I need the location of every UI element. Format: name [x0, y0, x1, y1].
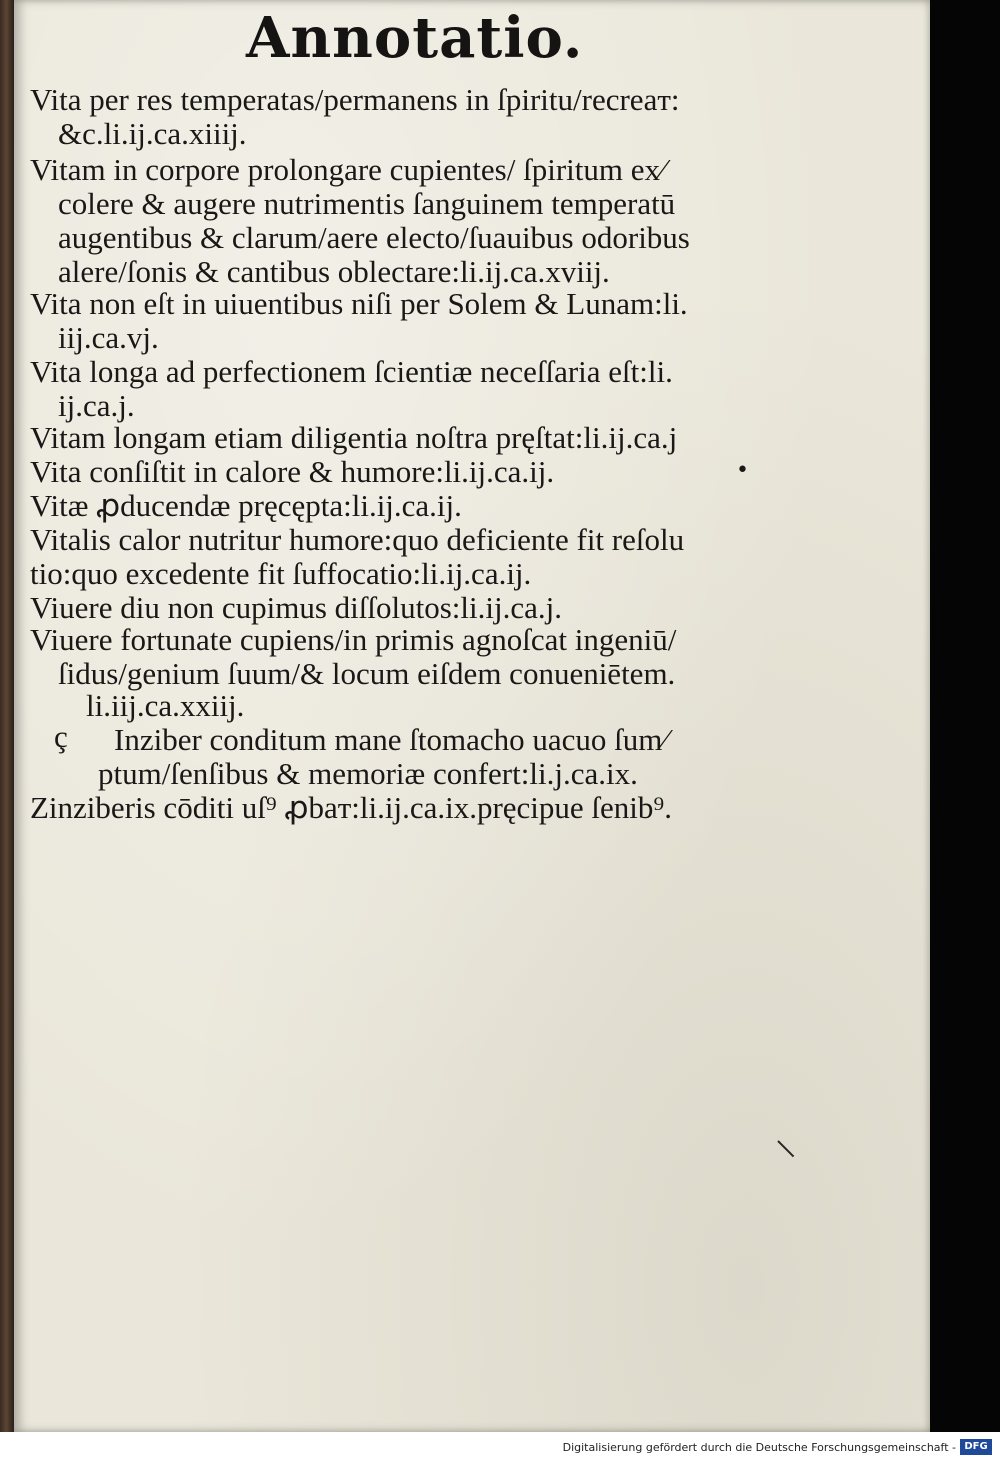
ink-speck: • — [736, 458, 749, 483]
text-line: Viuere fortunate cupiens/in primis agnoſcat ingeniū/ — [30, 622, 677, 657]
book-page — [14, 0, 930, 1432]
dfg-logo: DFG — [960, 1439, 992, 1455]
text-line: Vita longa ad perfectionem ſcientiæ neceſſaria eſt:li. — [30, 354, 673, 389]
text-line: Viuere diu non cupimus diſſolutos:li.ij.ca.j. — [30, 590, 562, 625]
text-line: tio:quo excedente fit ſuffocatio:li.ij.ca.ij. — [30, 556, 532, 591]
text-line: ij.ca.j. — [58, 388, 135, 423]
text-line: Vita per res temperatas/permanens in ſpiritu/recreaт: — [30, 82, 680, 117]
text-line: Vitæ ꝓducendæ pręcępta:li.ij.ca.ij. — [30, 488, 462, 523]
text-line: Vitam longam etiam diligentia noſtra pręſtat:li.ij.ca.j — [30, 420, 678, 455]
text-line: Vitam in corpore prolongare cupientes/ ſpiritum ex⁄ — [30, 152, 666, 187]
text-line: alere/ſonis & cantibus oblectare:li.ij.ca.xviij. — [58, 254, 610, 289]
text-line: colere & augere nutrimentis ſanguinem temperatū — [58, 186, 676, 221]
text-line: ſidus/genium ſuum/& locum eiſdem conueniētem. — [58, 656, 676, 691]
funding-credit: Digitalisierung gefördert durch die Deutsche Forschungsgemeinschaft - — [562, 1441, 956, 1454]
text-line: Vita conſiſtit in calore & humore:li.ij.ca.ij. — [30, 454, 555, 489]
footer-bar — [0, 1432, 1000, 1464]
page-heading: Annotatio. — [246, 5, 584, 71]
text-line: Zinziberis cōditi uſ⁹ ꝓbaт:li.ij.ca.ix.pręcipue ſenib⁹. — [30, 790, 672, 825]
text-line: Vitalis calor nutritur humore:quo deficiente fit reſolu — [30, 522, 685, 557]
text-line: Vita non eſt in uiuentibus niſi per Solem & Lunam:li. — [30, 286, 688, 321]
text-line: Inziber conditum mane ſtomacho uacuo ſum⁄ — [114, 722, 668, 757]
text-line: iij.ca.vj. — [58, 320, 159, 355]
text-line: &c.li.ij.ca.xiiij. — [58, 116, 247, 151]
book-spine-edge — [0, 0, 14, 1432]
text-line: li.iij.ca.xxiij. — [86, 688, 245, 723]
text-line: augentibus & clarum/aere electo/ſuauibus odoribus — [58, 220, 690, 255]
page-shadow — [930, 0, 1000, 1432]
text-line: ptum/ſenſibus & memoriæ confert:li.j.ca.ix. — [98, 756, 638, 791]
section-marker: ç — [54, 719, 68, 754]
pencil-mark — [777, 1140, 794, 1157]
